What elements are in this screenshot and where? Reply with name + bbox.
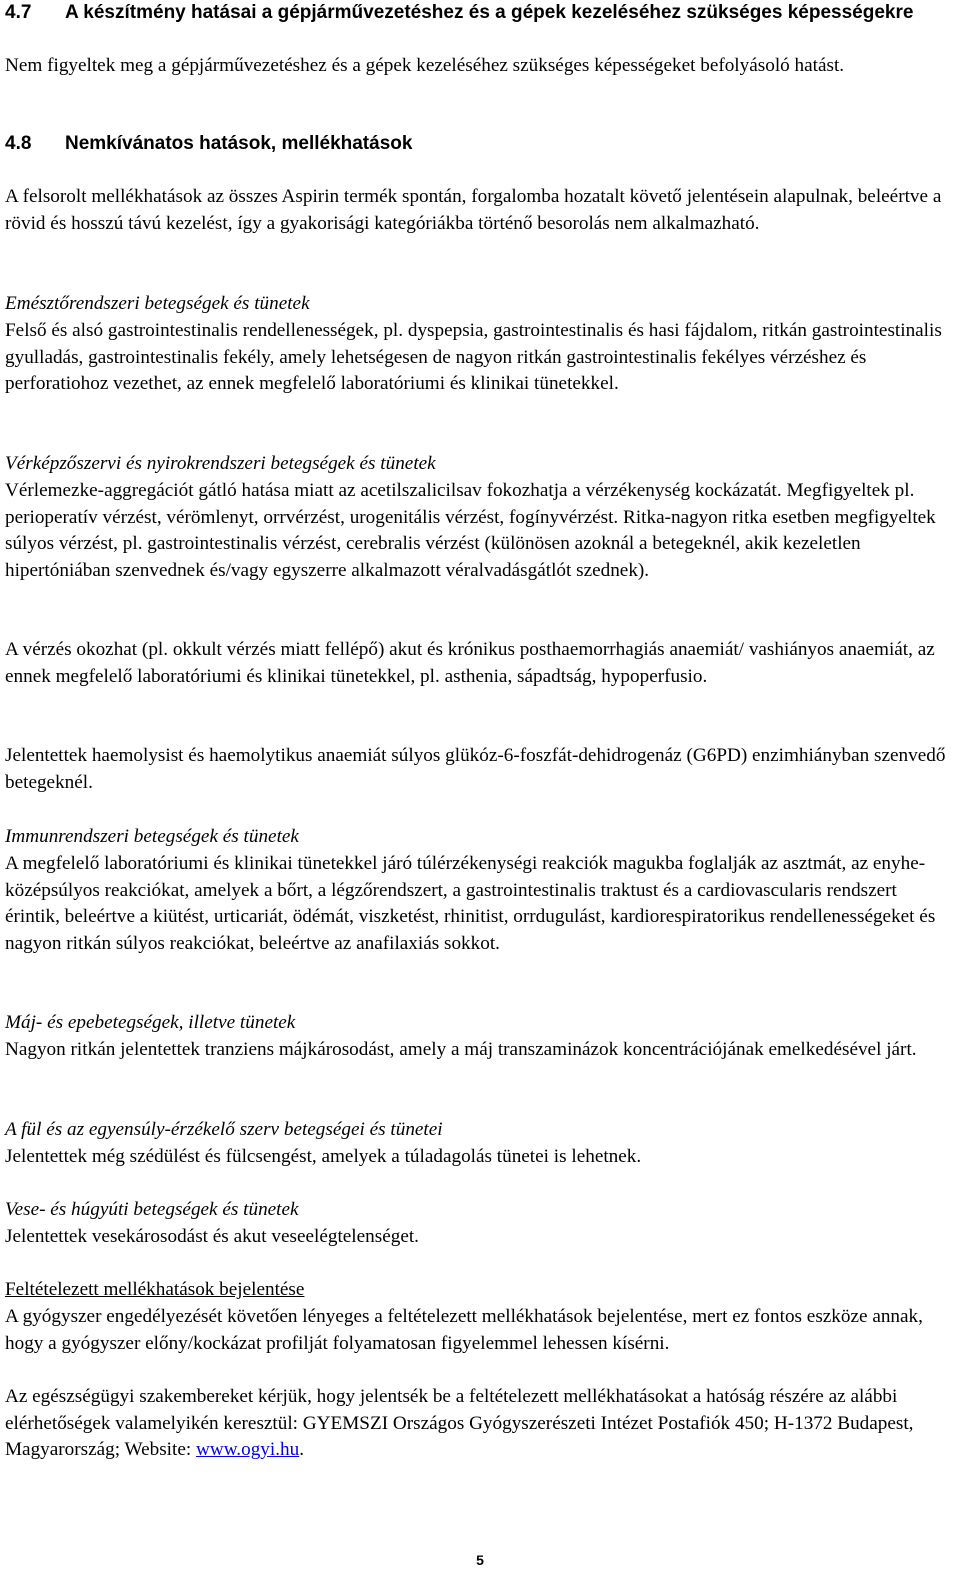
section-number: 4.8 [5,133,32,154]
section-number: 4.7 [5,2,32,23]
section-title: Nemkívánatos hatások, mellékhatások [65,133,413,154]
kidney-text: Jelentettek vesekárosodást és akut veseelégtelenséget. [5,1226,419,1247]
section-4-7-text: Nem figyeltek meg a gépjárművezetéshez és a gépek kezeléséhez szükséges képességeket befolyásoló hatást. [5,55,845,76]
reporting-heading: Feltételezett mellékhatások bejelentése [5,1279,305,1300]
liver-heading: Máj- és epebetegségek, illetve tünetek [5,1012,296,1033]
ogyi-website-link[interactable]: www.ogyi.hu [195,1439,300,1461]
blood-text-1: Vérlemezke-aggregációt gátló hatása miatt az acetilszalicilsav fokozhatja a vérzékenység kockázatát. Megfigyeltek pl. perioperatív vérzést, vérömlenyt, orrvérzést, urogenitális vérzést, fogínyvérzést. Ritka-nagyon ritka esetben megfigyeltek súlyos vérzést, pl. gastrointestinalis vérzést, cerebralis vérzést (különösen azoknál a betegeknél, akik kezeletlen hipertóniában szenvednek és/vagy egyszerre alkalmazott véralvadásgátlót szednek). [5,480,936,581]
blood-heading: Vérképzőszervi és nyirokrendszeri betegségek és tünetek [5,453,436,474]
section-4-7-heading [5,0,913,26]
section-4-8-intro: A felsorolt mellékhatások az összes Aspirin termék spontán, forgalomba hozatalt követő jelentésein alapulnak, beleértve a rövid és hosszú távú kezelést, így a gyakorisági kategóriákba történő besorolás nem alkalmazható. [5,186,942,234]
reporting-text-2-end: . [299,1439,304,1461]
blood-text-3: Jelentettek haemolysist és haemolytikus anaemiát súlyos glükóz-6-foszfát-dehidrogenáz (G6PD) enzimhiányban szenvedő betegeknél. [5,745,946,793]
reporting-text-2 [5,1384,950,1464]
section-title: A készítmény hatásai a gépjárművezetéshez és a gépek kezeléséhez szükséges képességekre [65,2,914,23]
liver-text: Nagyon ritkán jelentettek tranziens májkárosodást, amely a máj transzaminázok koncentrációjának emelkedésével járt. [5,1039,917,1060]
ear-text: Jelentettek még szédülést és fülcsengést, amelyek a túladagolás tünetei is lehetnek. [5,1146,642,1167]
reporting-text-2-body: Az egészségügyi szakembereket kérjük, hogy jelentsék be a feltételezett mellékhatásokat a hatóság részére az alábbi elérhetőségek valamelyikén keresztül: GYEMSZI Országos Gyógyszerészeti Intézet Postafiók 450; H-1372 Budapest, Magyarország; Website: [5,1386,914,1461]
immune-text: A megfelelő laboratóriumi és klinikai tünetekkel járó túlérzékenységi reakciók magukba foglalják az asztmát, az enyhe-középsúlyos reakciókat, amelyek a bőrt, a légzőrendszert, a gastrointestinalis traktust és a cardiovascularis rendszert érintik, beleértve a kiütést, urticariát, ödémát, viszketést, rhinitist, orrdugulást, kardiorespiratorikus rendellenességeket és nagyon ritkán súlyos reakciókat, beleértve az anafilaxiás sokkot. [5,853,936,954]
immune-heading: Immunrendszeri betegségek és tünetek [5,826,299,847]
blood-text-2: A vérzés okozhat (pl. okkult vérzés miatt fellépő) akut és krónikus posthaemorrhagiás anaemiát/ vashiányos anaemiát, az ennek megfelelő laboratóriumi és klinikai tünetekkel, pl. asthenia, sápadtság, hypoperfusio. [5,639,935,687]
reporting-text-1: A gyógyszer engedélyezését követően lényeges a feltételezett mellékhatások bejelentése, mert ez fontos eszköze annak, hogy a gyógyszer előny/kockázat profilját folyamatosan figyelemmel lehessen kísérni. [5,1306,923,1354]
digestive-heading: Emésztőrendszeri betegségek és tünetek [5,293,310,314]
section-4-8-heading [5,131,412,157]
kidney-heading: Vese- és húgyúti betegségek és tünetek [5,1199,299,1220]
page-number: 5 [476,1552,484,1568]
digestive-text: Felső és alsó gastrointestinalis rendellenességek, pl. dyspepsia, gastrointestinalis és hasi fájdalom, ritkán gastrointestinalis gyulladás, gastrointestinalis fekély, amely lehetségesen de nagyon ritkán gastrointestinalis fekélyes vérzéshez és perforatiohoz vezethet, az ennek megfelelő laboratóriumi és klinikai tünetekkel. [5,320,942,395]
ear-heading: A fül és az egyensúly-érzékelő szerv betegségei és tünetei [5,1119,443,1140]
